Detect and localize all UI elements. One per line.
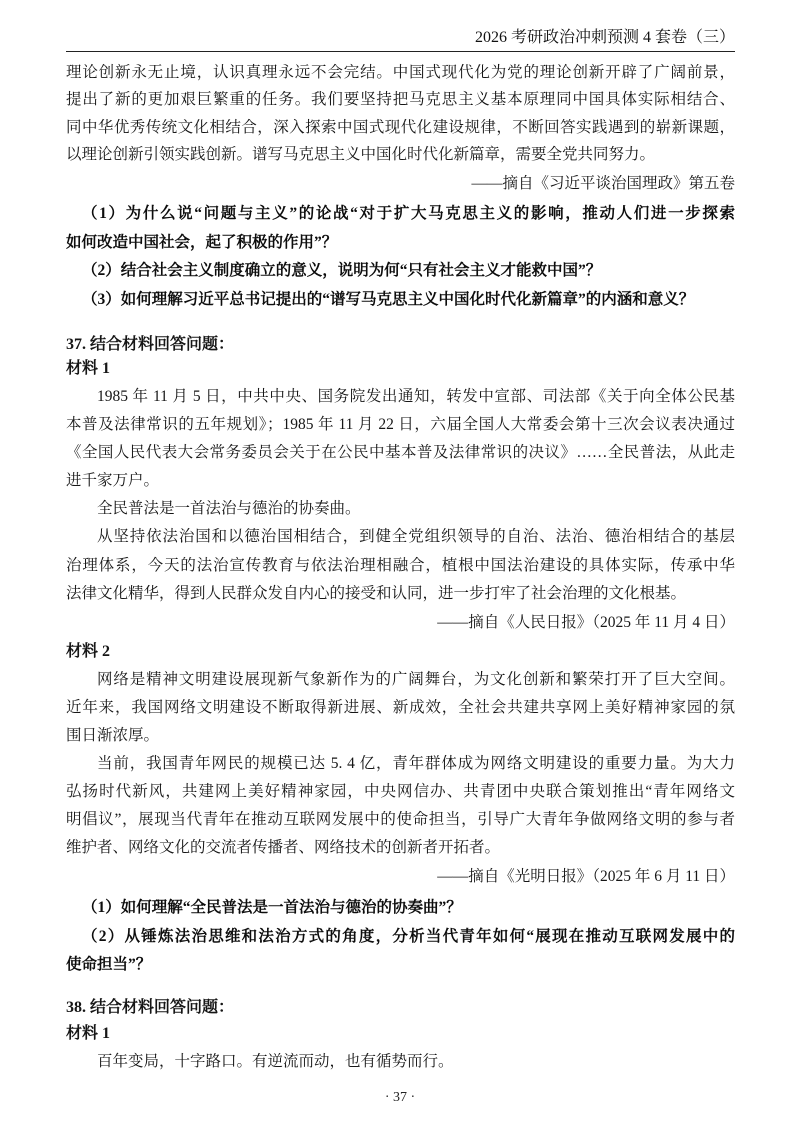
- text-line: 百年变局，十字路口。有逆流而动，也有循势而行。: [97, 1053, 454, 1070]
- q37-questions: [66, 894, 735, 980]
- q37-material1-body: [66, 383, 735, 608]
- source-citation: ——摘自《人民日报》（2025 年 11 月 4 日）: [437, 614, 735, 631]
- paragraph: [66, 495, 735, 523]
- text-line: 1985 年 11 月 5 日，中共中央、国务院发出通知，转发中宣部、司法部《关于向全体公民基: [97, 388, 735, 405]
- text-line: 提出了新的更加艰巨繁重的任务。我们要坚持把马克思主义基本原理同中国具体实际相结合、: [66, 91, 735, 109]
- text-line: 以理论创新引领实践创新。谱写马克思主义中国化时代化新篇章，需要全党共同努力。: [66, 145, 656, 163]
- question-heading: 38. 结合材料回答问题：: [66, 999, 235, 1016]
- material-label: 材料 2: [66, 643, 111, 660]
- source-citation: ——摘自《光明日报》（2025 年 6 月 11 日）: [437, 868, 735, 885]
- text-line: 网络是精神文明建设展现新气象新作为的广阔舞台，为文化创新和繁荣打开了巨大空间。: [97, 671, 735, 688]
- q36-source: [66, 170, 735, 198]
- text-line: 治理体系，今天的法治宣传教育与依法治理相融合，植根中国法治建设的具体实际，传承中华: [66, 556, 735, 574]
- q37-material2-body: [66, 666, 735, 862]
- text-line: 弘扬时代新风，共建网上美好精神家园，中央网信办、共青团中央联合策划推出“青年网络文: [66, 783, 735, 800]
- q36-material-paragraph: [66, 59, 735, 168]
- paragraph: [66, 523, 735, 607]
- page-number: · 37 ·: [384, 1090, 416, 1105]
- paragraph: [66, 750, 735, 862]
- text-line: 《全国人民代表大会常务委员会关于在公民中基本普及法律常识的决议》……全民普法，从此走: [66, 444, 735, 462]
- paragraph: [66, 666, 735, 750]
- question: [66, 923, 735, 980]
- q38-material1-label-block: [66, 1020, 735, 1048]
- paragraph: [66, 383, 735, 495]
- q37-material2-label-block: [66, 638, 735, 666]
- q36-questions: [66, 200, 735, 315]
- question: [66, 894, 735, 923]
- question: [66, 200, 735, 257]
- question-line: 使命担当”？: [66, 956, 152, 973]
- question-heading: 37. 结合材料回答问题：: [66, 336, 235, 353]
- q38-heading-block: [66, 994, 735, 1022]
- question: [66, 286, 735, 315]
- material-label: 材料 1: [66, 1025, 111, 1042]
- question-line: （2）从锤炼法治思维和法治方式的角度，分析当代青年如何“展现在推动互联网发展中的: [82, 927, 735, 945]
- header-rule: [66, 51, 735, 52]
- source-citation: ——摘自《习近平谈治国理政》第五卷: [471, 175, 735, 192]
- paragraph: [66, 1048, 735, 1076]
- question-line: （1）如何理解“全民普法是一首法治与德治的协奏曲”？: [82, 899, 462, 916]
- question-line: （2）结合社会主义制度确立的意义，说明为何“只有社会主义才能救中国”？: [82, 262, 602, 280]
- text-line: 全民普法是一首法治与德治的协奏曲。: [97, 500, 361, 518]
- text-line: 进千家万户。: [66, 472, 160, 490]
- text-line: 近年来，我国网络文明建设不断取得新进展、新成效，全社会共建共享网上美好精神家园的氛: [66, 699, 735, 716]
- running-header: 2026 考研政治冲刺预测 4 套卷（三）: [474, 29, 735, 46]
- text-line: 同中华优秀传统文化相结合，深入探索中国式现代化建设规律，不断回答实践遇到的崭新课题，: [66, 118, 735, 136]
- q37-material2-source: [66, 863, 735, 891]
- text-line: 维护者、网络文化的交流者传播者、网络技术的创新者开拓者。: [66, 839, 501, 856]
- text-line: 围日渐浓厚。: [66, 727, 160, 744]
- question-line: （1）为什么说“问题与主义”的论战“对于扩大马克思主义的影响，推动人们进一步探索: [82, 205, 735, 222]
- text-line: 理论创新永无止境，认识真理永远不会完结。中国式现代化为党的理论创新开辟了广阔前景，: [66, 64, 735, 81]
- q38-material1-body: [66, 1048, 735, 1076]
- material-label: 材料 1: [66, 360, 111, 377]
- question-line: （3）如何理解习近平总书记提出的“谱写马克思主义中国化时代化新篇章”的内涵和意义？: [82, 291, 695, 309]
- q37-material1-source: [66, 609, 735, 637]
- text-line: 本普及法律常识的五年规划》；1985 年 11 月 22 日，六届全国人大常委会第十三次会议表决通过: [66, 416, 735, 434]
- text-line: 法律文化精华，得到人民群众发自内心的接受和认同，进一步打牢了社会治理的文化根基。: [66, 584, 687, 602]
- q37-material1-label-block: [66, 355, 735, 383]
- text-line: 从坚持依法治国和以德治国相结合，到健全党组织领导的自治、法治、德治相结合的基层: [97, 528, 735, 546]
- question: [66, 257, 735, 286]
- text-line: 当前，我国青年网民的规模已达 5. 4 亿，青年群体成为网络文明建设的重要力量。为大力: [97, 755, 735, 772]
- question-line: 如何改造中国社会，起了积极的作用”？: [66, 233, 338, 251]
- text-line: 明倡议”，展现当代青年在推动互联网发展中的使命担当，引导广大青年争做网络文明的参与者: [66, 811, 735, 828]
